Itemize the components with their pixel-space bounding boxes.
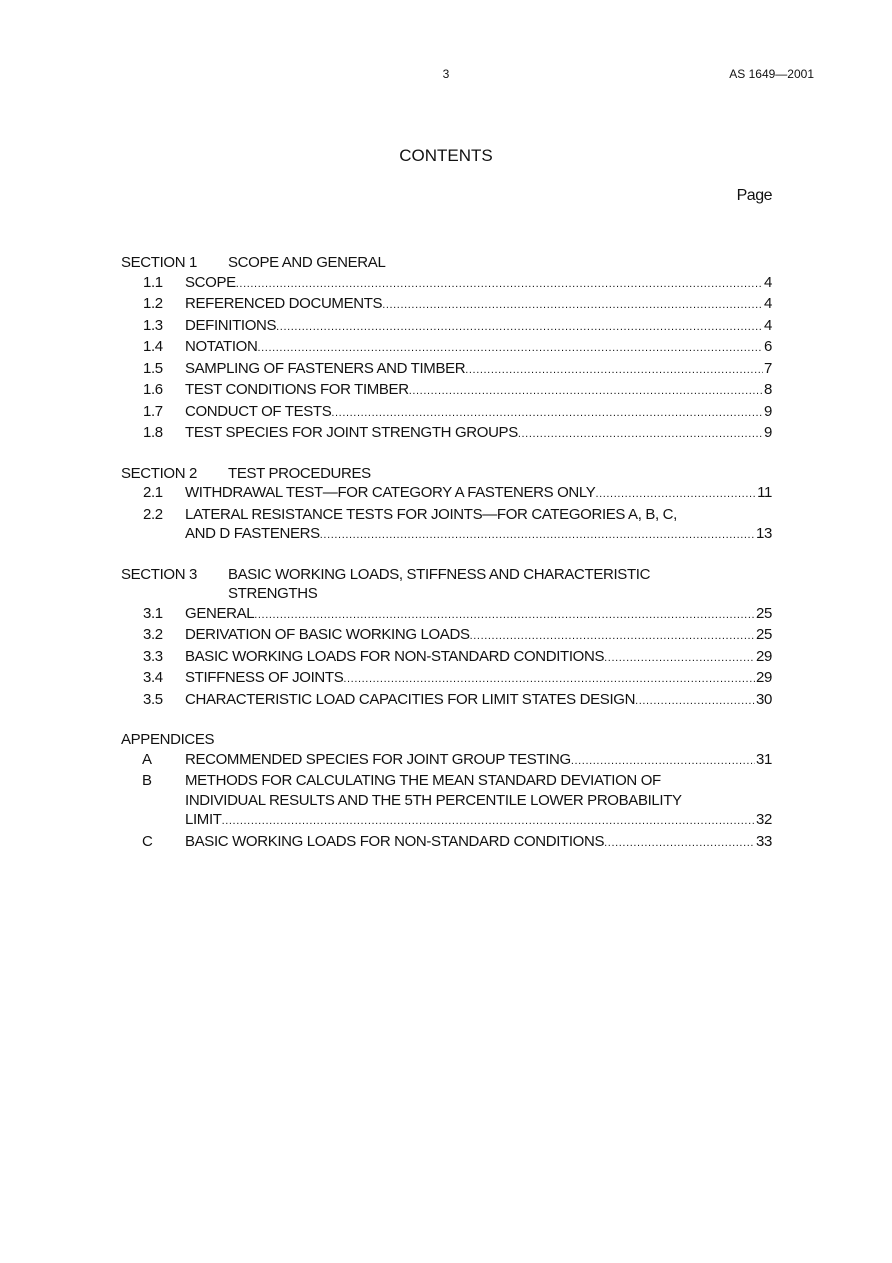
standard-reference: AS 1649—2001 [729, 67, 814, 81]
dot-leader [222, 812, 755, 832]
toc-entry[interactable] [121, 625, 772, 647]
entry-page: 25 [756, 604, 772, 622]
entry-number: 3.5 [143, 690, 163, 708]
entry-title: REFERENCED DOCUMENTS [185, 295, 383, 312]
entry-page: 7 [764, 359, 772, 377]
entry-title: TEST SPECIES FOR JOINT STRENGTH GROUPS [185, 424, 518, 441]
entry-page: 4 [764, 316, 772, 334]
toc-section-1 [121, 253, 772, 445]
entry-number: 3.1 [143, 604, 163, 622]
dot-leader [604, 834, 755, 854]
entry-title: RECOMMENDED SPECIES FOR JOINT GROUP TESTING [185, 750, 571, 768]
entry-title-line: LATERAL RESISTANCE TESTS FOR JOINTS—FOR CATEGORIES A, B, C, [185, 505, 677, 523]
entry-title: AND D FASTENERS [185, 525, 320, 542]
entry-title: GENERAL [185, 604, 255, 622]
entry-page: 4 [764, 273, 772, 291]
dot-leader [276, 318, 763, 338]
entry-page: 6 [764, 338, 772, 355]
dot-leader [382, 296, 763, 316]
entry-number: 3.2 [143, 626, 163, 643]
entry-page: 29 [756, 669, 772, 686]
contents-title: CONTENTS [399, 146, 493, 165]
section-label: SECTION 3 [121, 565, 198, 583]
dot-leader [635, 692, 755, 712]
entry-number: 1.1 [143, 273, 163, 291]
entry-number: 3.4 [143, 669, 163, 686]
entry-page: 4 [764, 295, 772, 312]
section-label: SECTION 1 [121, 254, 198, 271]
entry-number: 1.3 [143, 316, 163, 334]
section-title-line: BASIC WORKING LOADS, STIFFNESS AND CHARACTERISTIC [228, 565, 651, 583]
entry-number: 3.3 [143, 647, 163, 665]
entry-title: TEST CONDITIONS FOR TIMBER [185, 381, 409, 398]
dot-leader [320, 526, 755, 546]
page-number: 3 [442, 67, 450, 81]
toc-entry[interactable] [121, 505, 772, 546]
entry-title: CONDUCT OF TESTS [185, 402, 332, 420]
table-of-contents [121, 253, 772, 872]
toc-entry[interactable] [121, 337, 772, 359]
entry-title-line: INDIVIDUAL RESULTS AND THE 5TH PERCENTILE LOWER PROBABILITY [185, 791, 682, 809]
entry-page: 9 [764, 402, 772, 420]
entry-page: 29 [756, 647, 772, 665]
toc-entry[interactable] [121, 359, 772, 381]
toc-entry[interactable] [121, 423, 772, 445]
entry-page: 9 [764, 424, 772, 441]
entry-page: 31 [756, 750, 772, 768]
toc-entry[interactable] [121, 380, 772, 402]
dot-leader [331, 404, 763, 424]
dot-leader [470, 627, 755, 647]
entry-title: BASIC WORKING LOADS FOR NON-STANDARD CONDITIONS [185, 832, 605, 850]
toc-entry[interactable] [121, 750, 772, 772]
entry-number: A [142, 750, 152, 768]
dot-leader [236, 275, 763, 295]
toc-entry[interactable] [121, 647, 772, 669]
toc-section-3 [121, 565, 772, 712]
entry-title: LIMIT [185, 811, 222, 828]
entry-page: 30 [756, 690, 772, 708]
entry-page: 8 [764, 381, 772, 398]
dot-leader [518, 425, 763, 445]
entry-number: 1.5 [143, 359, 163, 377]
toc-entry[interactable] [121, 273, 772, 295]
entry-page: 25 [756, 626, 772, 643]
entry-title: DEFINITIONS [185, 316, 277, 334]
toc-entry[interactable] [121, 668, 772, 690]
entry-page: 11 [757, 484, 772, 501]
entry-number: 1.2 [143, 295, 163, 312]
entry-number: 1.7 [143, 402, 163, 420]
section-heading [121, 565, 772, 604]
dot-leader [343, 670, 755, 690]
toc-entry[interactable] [121, 690, 772, 712]
dot-leader [571, 752, 755, 772]
toc-section-2 [121, 464, 772, 546]
entry-page: 32 [756, 811, 772, 828]
entry-number: 2.2 [143, 505, 163, 523]
entry-title: SAMPLING OF FASTENERS AND TIMBER [185, 359, 466, 377]
section-label: SECTION 2 [121, 464, 198, 482]
entry-number: B [142, 772, 152, 789]
toc-entry[interactable] [121, 604, 772, 626]
dot-leader [257, 339, 763, 359]
section-title: TEST PROCEDURES [228, 464, 371, 482]
entry-number: 1.6 [143, 381, 163, 398]
toc-entry[interactable] [121, 832, 772, 854]
toc-entry[interactable] [121, 402, 772, 424]
appendices-heading: APPENDICES [121, 731, 215, 748]
dot-leader [604, 649, 755, 669]
dot-leader [409, 382, 763, 402]
entry-number: 1.4 [143, 338, 163, 355]
toc-entry[interactable] [121, 294, 772, 316]
section-heading [121, 464, 772, 484]
entry-title: CHARACTERISTIC LOAD CAPACITIES FOR LIMIT STATES DESIGN [185, 690, 636, 708]
entry-number: 2.1 [143, 484, 163, 501]
toc-entry[interactable] [121, 316, 772, 338]
section-heading [121, 253, 772, 273]
toc-entry[interactable] [121, 771, 772, 832]
entry-title-line: METHODS FOR CALCULATING THE MEAN STANDARD DEVIATION OF [185, 772, 661, 789]
dot-leader [254, 606, 755, 626]
entry-page: 33 [756, 832, 772, 850]
entry-title: STIFFNESS OF JOINTS [185, 669, 344, 686]
entry-title: WITHDRAWAL TEST—FOR CATEGORY A FASTENERS ONLY [185, 484, 596, 501]
entry-title: DERIVATION OF BASIC WORKING LOADS [185, 626, 470, 643]
entry-title: SCOPE [185, 273, 236, 291]
entry-number: C [142, 832, 153, 850]
toc-entry[interactable] [121, 483, 772, 505]
entry-title: BASIC WORKING LOADS FOR NON-STANDARD CONDITIONS [185, 647, 605, 665]
section-title: SCOPE AND GENERAL [228, 254, 386, 271]
page-column-label: Page [736, 187, 772, 204]
section-title-line: STRENGTHS [228, 585, 318, 602]
entry-page: 13 [756, 525, 772, 542]
toc-appendices [121, 730, 772, 853]
dot-leader [595, 485, 756, 505]
dot-leader [465, 361, 763, 381]
entry-number: 1.8 [143, 424, 163, 441]
entry-title: NOTATION [185, 338, 258, 355]
